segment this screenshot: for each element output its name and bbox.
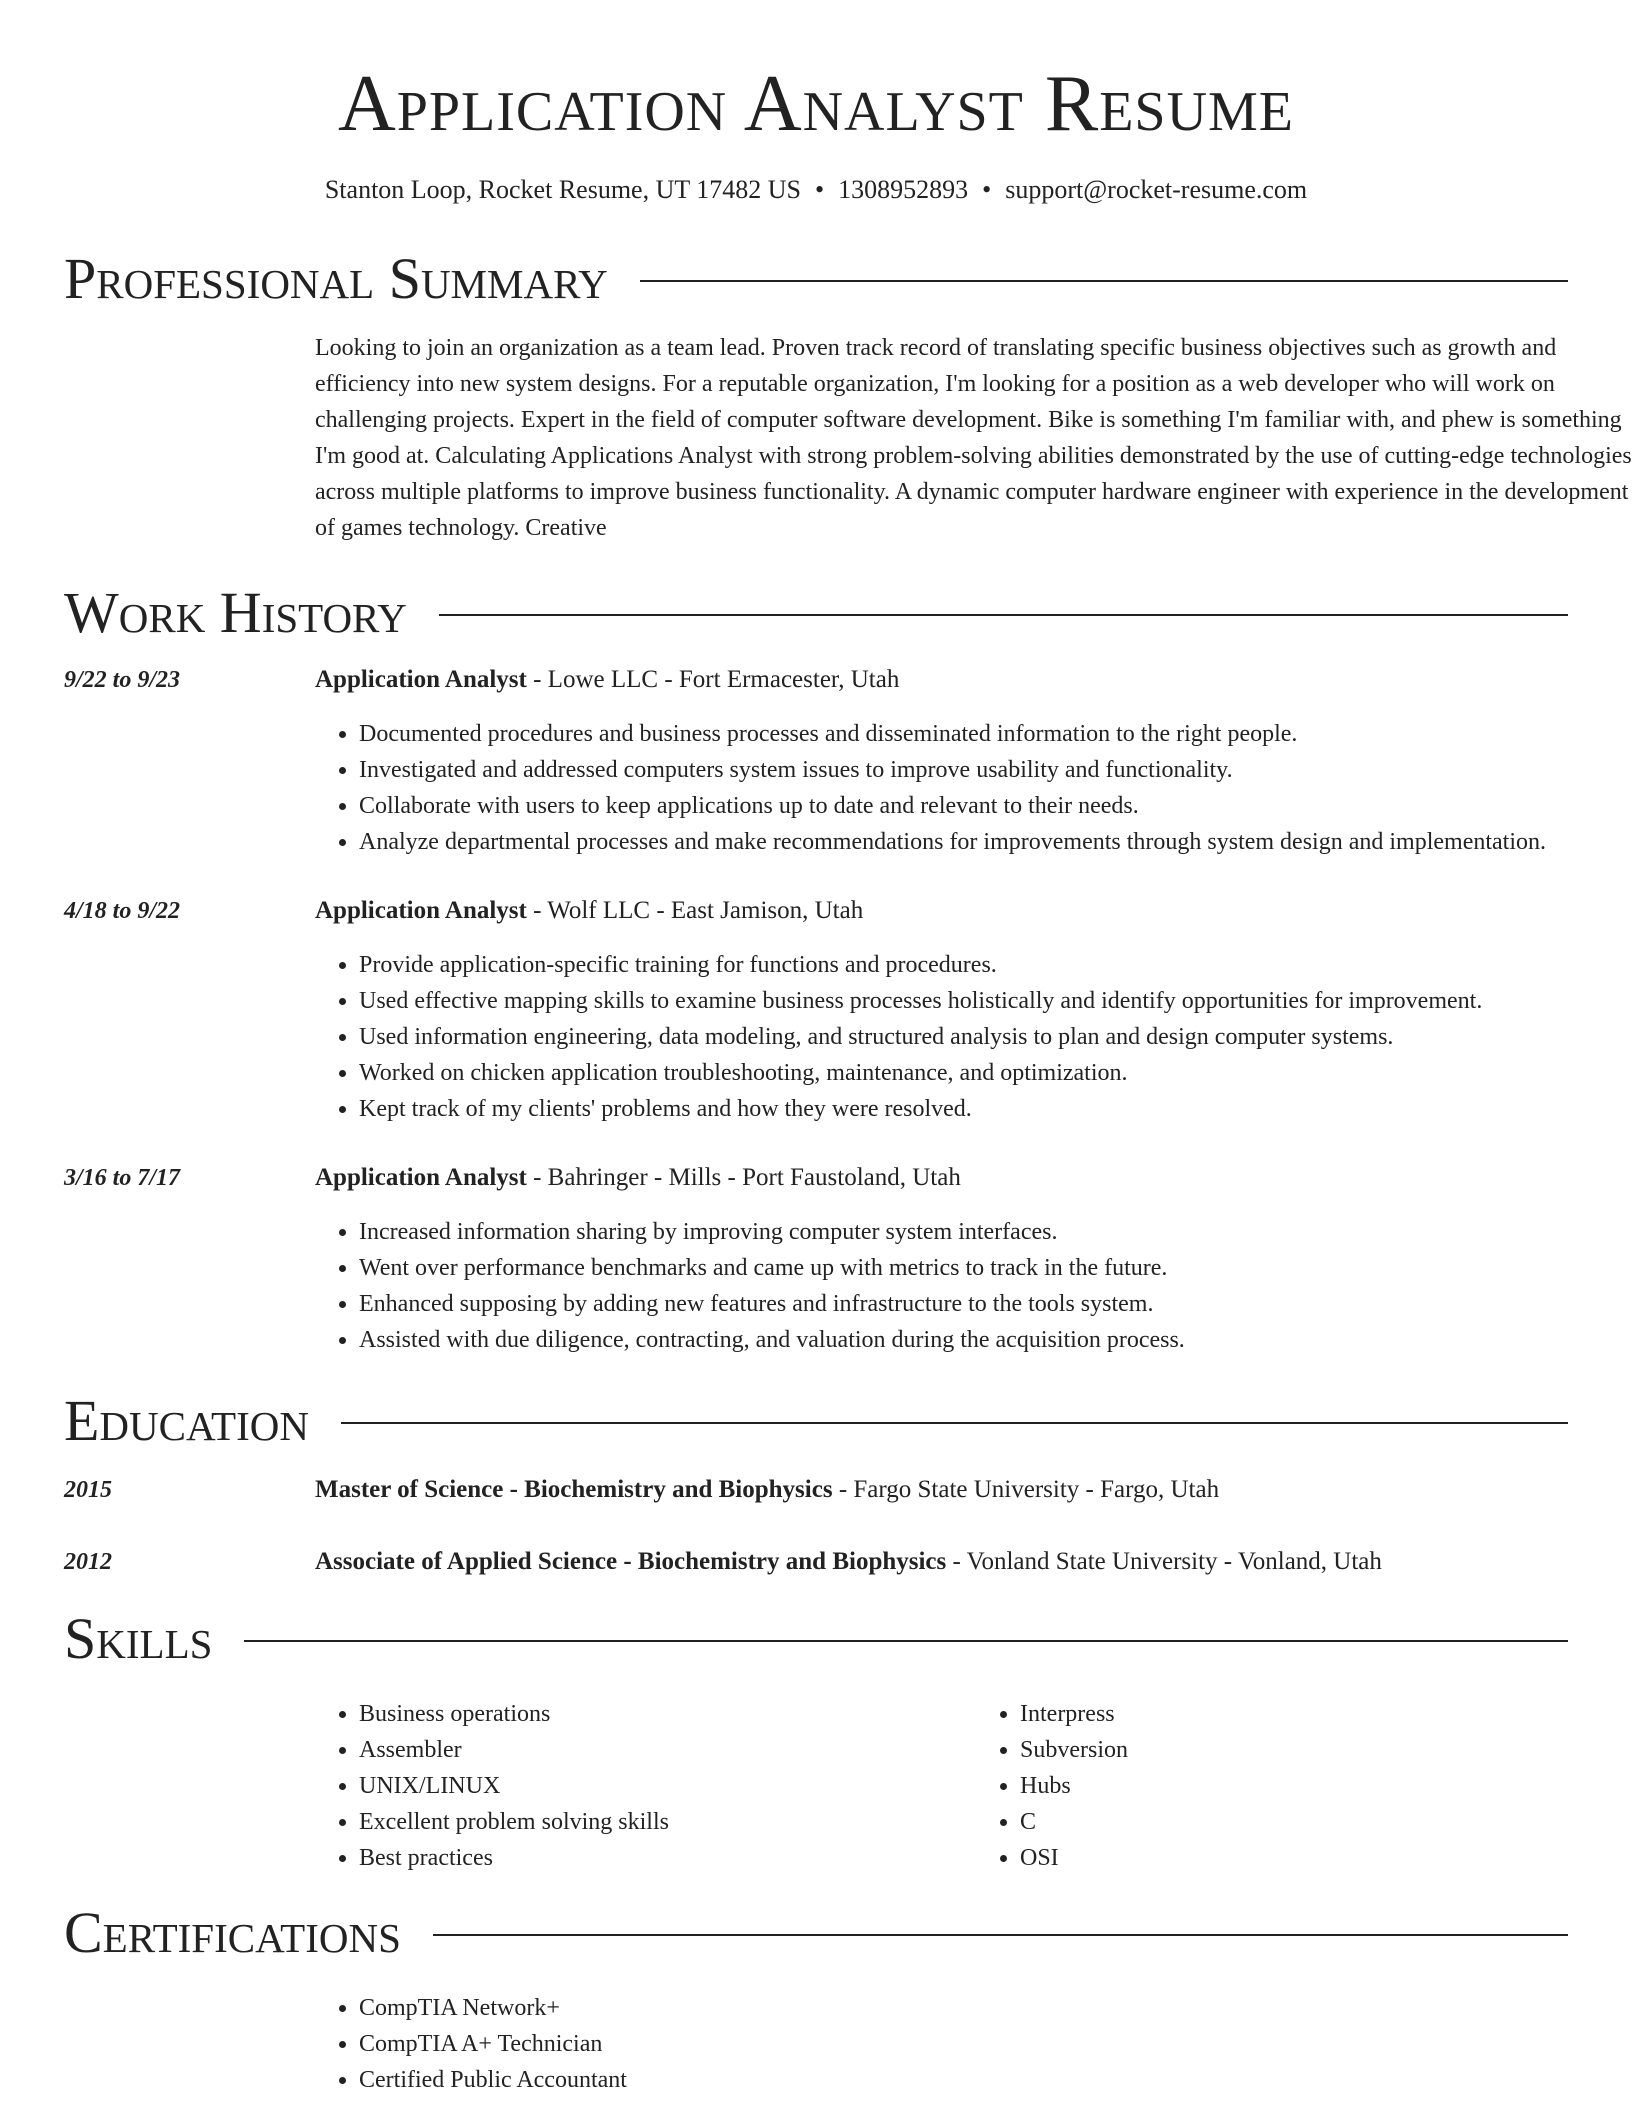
list-item: • Used effective mapping skills to examine business processes holistically and identify opportunities for improvement. (359, 983, 1632, 1019)
section-divider (439, 614, 1568, 616)
section-divider (244, 1640, 1568, 1642)
education-entry (64, 1472, 1568, 1508)
job-details: - Wolf LLC - East Jamison, Utah (526, 897, 864, 924)
job-title-line (315, 1160, 1568, 1196)
section-divider (341, 1422, 1568, 1424)
list-item: • Enhanced supposing by adding new features and infrastructure to the tools system. (359, 1286, 1632, 1322)
job-dates: 9/22 to 9/23 (64, 667, 181, 693)
job-entry (64, 662, 1568, 860)
section-heading-text: Work History (64, 580, 407, 645)
job-title: Application Analyst (315, 1164, 527, 1191)
list-item: • Analyze departmental processes and make recommendations for improvements through system design and implementation. (359, 824, 1632, 860)
section-heading-text: Certifications (64, 1900, 401, 1965)
list-item: • Certified Public Accountant (359, 2062, 1632, 2098)
contact-separator: • (982, 175, 992, 204)
education-section (64, 1388, 1568, 1580)
list-item: • Assembler (359, 1732, 976, 1768)
skills-list-right (976, 1696, 1632, 1876)
contact-address: Stanton Loop, Rocket Resume, UT 17482 US (324, 175, 802, 204)
page-title: Application Analyst Resume (337, 60, 1295, 148)
skills-list-left (315, 1696, 976, 1876)
section-heading (64, 246, 1568, 311)
education-details: - Vonland State University - Vonland, Utah (946, 1548, 1382, 1575)
list-item: • CompTIA A+ Technician (359, 2026, 1632, 2062)
list-item: • Used information engineering, data modeling, and structured analysis to plan and design computer systems. (359, 1019, 1632, 1055)
list-item: • Kept track of my clients' problems and how they were resolved. (359, 1091, 1632, 1127)
job-bullets-wrap (315, 716, 1632, 860)
list-item: • Excellent problem solving skills (359, 1804, 976, 1840)
section-heading (64, 1900, 1568, 1965)
education-year: 2015 (64, 1477, 112, 1503)
job-bullets (315, 716, 1632, 860)
education-year: 2012 (64, 1549, 112, 1575)
contact-separator: • (815, 175, 825, 204)
list-item: • C (1020, 1804, 1632, 1840)
summary-text: Looking to join an organization as a team lead. Proven track record of translating specific business objectives such as growth and efficiency into new system designs. For a reputable organization, I'm looking for a position as a web developer who will work on challenging projects. Expert in the field of computer software development. Bike is something I'm familiar with, and phew is something I'm good at. Calculating Applications Analyst with strong problem-solving abilities demonstrated by the use of cutting-edge technologies across multiple platforms to improve business functionality. A dynamic computer hardware engineer with experience in the development of games technology. Creative (315, 335, 1632, 541)
section-heading (64, 1606, 1568, 1671)
job-bullets-wrap (315, 1214, 1632, 1358)
list-item: • Collaborate with users to keep applications up to date and relevant to their needs. (359, 788, 1632, 824)
section-divider (433, 1934, 1568, 1936)
list-item: • Interpress (1020, 1696, 1632, 1732)
section-heading-text: Professional Summary (64, 246, 608, 311)
job-bullets-wrap (315, 947, 1632, 1127)
job-details: - Bahringer - Mills - Port Faustoland, Utah (526, 1164, 961, 1191)
job-title-line (315, 893, 1568, 929)
section-heading (64, 580, 1568, 645)
section-heading-text: Education (64, 1388, 309, 1453)
list-item: • Hubs (1020, 1768, 1632, 1804)
job-dates: 4/18 to 9/22 (64, 898, 181, 924)
skills-columns (315, 1696, 1632, 1876)
contact-email[interactable]: support@rocket-resume.com (1005, 175, 1308, 204)
list-item: • Went over performance benchmarks and came up with metrics to track in the future. (359, 1250, 1632, 1286)
summary-section (64, 246, 1632, 546)
job-dates: 3/16 to 7/17 (64, 1165, 181, 1191)
education-entry (64, 1544, 1568, 1580)
skills-section (64, 1606, 1568, 1876)
section-heading (64, 1388, 1568, 1453)
job-title: Application Analyst (315, 666, 527, 693)
list-item: • Documented procedures and business processes and disseminated information to the right people. (359, 716, 1632, 752)
job-title-line (315, 662, 1568, 698)
section-heading-text: Skills (64, 1606, 213, 1671)
list-item: • Best practices (359, 1840, 976, 1876)
education-line (315, 1472, 1568, 1508)
list-item: • Subversion (1020, 1732, 1632, 1768)
job-header (64, 662, 1568, 698)
job-title: Application Analyst (315, 897, 527, 924)
job-entry (64, 893, 1568, 1127)
certifications-list (315, 1990, 1632, 2098)
certifications-wrap (315, 1990, 1632, 2098)
contact-phone: 1308952893 (838, 175, 969, 204)
work-history-section (64, 580, 1568, 1358)
section-divider (640, 280, 1568, 282)
job-bullets (315, 1214, 1632, 1358)
list-item: • Provide application-specific training for functions and procedures. (359, 947, 1632, 983)
job-bullets (315, 947, 1632, 1127)
education-line (315, 1544, 1568, 1580)
list-item: • Worked on chicken application troubleshooting, maintenance, and optimization. (359, 1055, 1632, 1091)
list-item: • CompTIA Network+ (359, 1990, 1632, 2026)
list-item: • Investigated and addressed computers system issues to improve usability and functionality. (359, 752, 1632, 788)
job-details: - Lowe LLC - Fort Ermacester, Utah (526, 666, 900, 693)
list-item: • Increased information sharing by improving computer system interfaces. (359, 1214, 1632, 1250)
education-degree: Master of Science - Biochemistry and Biophysics (315, 1476, 833, 1503)
education-degree: Associate of Applied Science - Biochemistry and Biophysics (315, 1548, 947, 1575)
certifications-section (64, 1900, 1568, 2098)
list-item: • OSI (1020, 1840, 1632, 1876)
job-entry (64, 1160, 1568, 1358)
list-item: • Business operations (359, 1696, 976, 1732)
job-header (64, 1160, 1568, 1196)
list-item: • Assisted with due diligence, contracting, and valuation during the acquisition process. (359, 1322, 1632, 1358)
list-item: • UNIX/LINUX (359, 1768, 976, 1804)
job-header (64, 893, 1568, 929)
contact-line (64, 174, 1568, 206)
education-details: - Fargo State University - Fargo, Utah (832, 1476, 1220, 1503)
